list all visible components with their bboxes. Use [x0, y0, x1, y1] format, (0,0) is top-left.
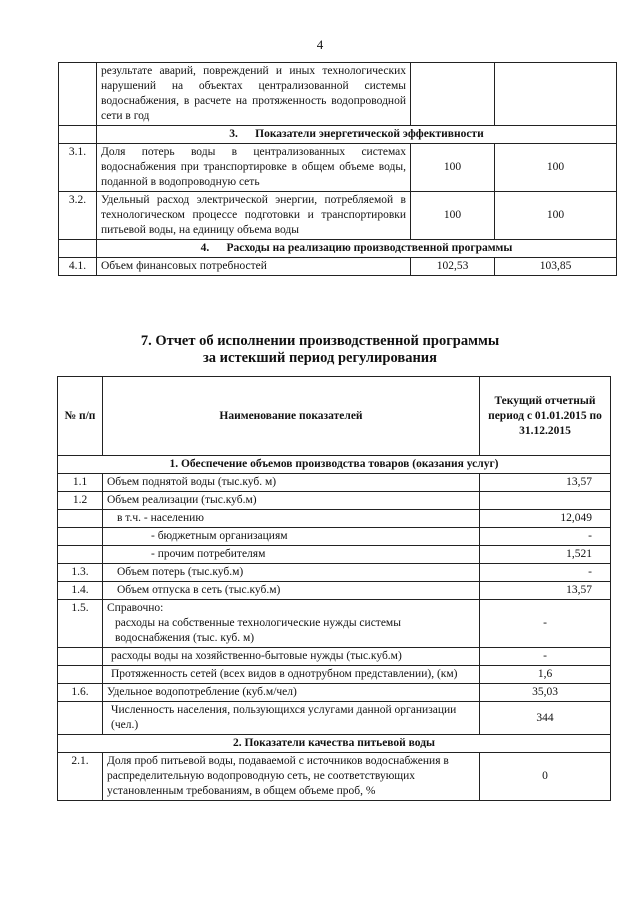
indicator-text: результате аварий, повреждений и иных технологических нарушений на объектах централизованной системы водоснабжения, в расчете на протяженность водопроводной сети в год: [97, 63, 411, 126]
indicator-text: - прочим потребителям: [103, 546, 480, 564]
value-cell: [495, 63, 617, 126]
indicator-text: Объем финансовых потребностей: [97, 258, 411, 276]
value-cell: 13,57: [480, 582, 611, 600]
section-row: [58, 456, 611, 474]
value-cell: -: [480, 564, 611, 582]
table-row: [58, 600, 611, 648]
table-row: [58, 474, 611, 492]
value-cell: 1,6: [480, 666, 611, 684]
report-title: 7. Отчет об исполнении производственной программы за истекший период регулирования: [140, 333, 500, 366]
row-number: 1.1: [58, 474, 103, 492]
value-cell: 344: [480, 702, 611, 735]
value-cell: [411, 63, 495, 126]
section-row: [59, 126, 617, 144]
report-table: [57, 376, 611, 801]
value-cell: -: [480, 600, 611, 648]
table-row: [59, 63, 617, 126]
row-number: 1.6.: [58, 684, 103, 702]
indicator-text: [103, 600, 480, 648]
indicator-text: Протяженность сетей (всех видов в однотрубном представлении), (км): [103, 666, 480, 684]
value-cell: [480, 492, 611, 510]
row-number: 4.1.: [59, 258, 97, 276]
row-number-cell: [59, 63, 97, 126]
indicator-text: Удельный расход электрической энергии, потребляемой в технологическом процессе подготовки и транспортировки питьевой воды, на единицу объема воды: [97, 192, 411, 240]
table-row: [58, 510, 611, 528]
indicator-text: Объем реализации (тыс.куб.м): [103, 492, 480, 510]
value-cell: 100: [495, 144, 617, 192]
value-cell: 0: [480, 753, 611, 801]
table-row: [58, 648, 611, 666]
header-name: Наименование показателей: [103, 377, 480, 456]
table-row: [58, 753, 611, 801]
header-num: № п/п: [58, 377, 103, 456]
section-heading: 1. Обеспечение объемов производства товаров (оказания услуг): [58, 456, 611, 474]
section-row: [58, 735, 611, 753]
table-row: [58, 564, 611, 582]
indicator-text: Удельное водопотребление (куб.м/чел): [103, 684, 480, 702]
value-cell: 100: [495, 192, 617, 240]
value-cell: -: [480, 528, 611, 546]
header-row: [58, 377, 611, 456]
indicator-text: расходы на собственные технологические нужды системы водоснабжения (тыс. куб. м): [115, 617, 401, 644]
header-period: Текущий отчетный период с 01.01.2015 по 31.12.2015: [480, 377, 611, 456]
value-cell: 12,049: [480, 510, 611, 528]
table-row: [58, 492, 611, 510]
table-row: [58, 666, 611, 684]
table-row: [58, 702, 611, 735]
indicator-text: Объем поднятой воды (тыс.куб. м): [103, 474, 480, 492]
table-row: [58, 528, 611, 546]
row-number: 1.2: [58, 492, 103, 510]
table-row: [59, 192, 617, 240]
table-row: [59, 258, 617, 276]
row-number: 3.1.: [59, 144, 97, 192]
table-row: [59, 144, 617, 192]
indicators-table: [58, 62, 617, 276]
value-cell: 103,85: [495, 258, 617, 276]
value-cell: 13,57: [480, 474, 611, 492]
row-number: 1.5.: [58, 600, 103, 648]
value-cell: -: [480, 648, 611, 666]
indicator-text: расходы воды на хозяйственно-бытовые нужды (тыс.куб.м): [103, 648, 480, 666]
section-heading: 3. Показатели энергетической эффективности: [97, 126, 617, 144]
table-row: [58, 684, 611, 702]
section-heading: 2. Показатели качества питьевой воды: [58, 735, 611, 753]
row-number: 2.1.: [58, 753, 103, 801]
indicator-text: Объем потерь (тыс.куб.м): [103, 564, 480, 582]
table-row: [58, 546, 611, 564]
indicator-text: в т.ч. - населению: [103, 510, 480, 528]
indicator-text: Объем отпуска в сеть (тыс.куб.м): [103, 582, 480, 600]
section-row: [59, 240, 617, 258]
page-number: 4: [316, 37, 324, 52]
value-cell: 1,521: [480, 546, 611, 564]
row-number: 3.2.: [59, 192, 97, 240]
indicator-text: Доля потерь воды в централизованных системах водоснабжения при транспортировке в общем объеме воды, поданной в водопроводную сеть: [97, 144, 411, 192]
row-number: 1.4.: [58, 582, 103, 600]
section-heading: 4. Расходы на реализацию производственной программы: [97, 240, 617, 258]
indicator-text: - бюджетным организациям: [103, 528, 480, 546]
row-number: 1.3.: [58, 564, 103, 582]
table-row: [58, 582, 611, 600]
value-cell: 102,53: [411, 258, 495, 276]
indicator-text: Численность населения, пользующихся услугами данной организации (чел.): [103, 702, 480, 735]
value-cell: 100: [411, 144, 495, 192]
value-cell: 100: [411, 192, 495, 240]
value-cell: 35,03: [480, 684, 611, 702]
reference-label: Справочно:: [107, 602, 164, 614]
indicator-text: Доля проб питьевой воды, подаваемой с источников водоснабжения в распределительную водопроводную сеть, не соответствующих установленным требованиям, в общем объеме проб, %: [103, 753, 480, 801]
